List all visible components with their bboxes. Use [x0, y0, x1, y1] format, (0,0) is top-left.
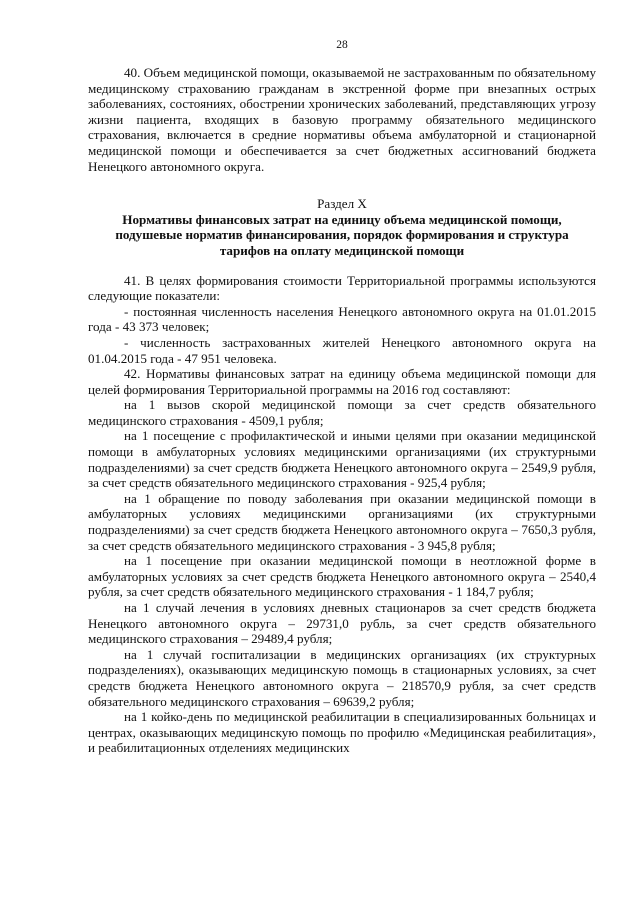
- norm-item-day-hospital: на 1 случай лечения в условиях дневных стационаров за счет средств бюджета Ненецкого автономного округа – 29731,0 рубль, за счет средств обязательного медицинского страхования – 29489,4 рубля;: [88, 600, 596, 647]
- norm-item-disease-visit: на 1 обращение по поводу заболевания при оказании медицинской помощи в амбулаторных условиях медицинскими организациями (их структурными подразделениями) за счет средств бюджета Ненецкого автономного округа – 7650,3 рубля, за счет средств обязательного медицинского страхования - 3 945,8 рубля;: [88, 490, 596, 553]
- norm-item-hospitalization: на 1 случай госпитализации в медицинских организациях (их структурных подразделениях), оказывающих медицинскую помощь в стационарных условиях, за счет средств бюджета Ненецкого автономного округа – 218570,9 рубля, за счет средств обязательного медицинского страхования – 69639,2 рубля;: [88, 646, 596, 709]
- norm-item-ambulance: на 1 вызов скорой медицинской помощи за счет средств обязательного медицинского страхования - 4509,1 рубля;: [88, 397, 596, 428]
- paragraph-41: 41. В целях формирования стоимости Территориальной программы используются следующие показатели:: [88, 272, 596, 304]
- spacer: [88, 259, 596, 273]
- insured-item: - численность застрахованных жителей Ненецкого автономного округа на 01.04.2015 года - 47 951 человека.: [88, 334, 596, 366]
- population-item: - постоянная численность населения Ненецкого автономного округа на 01.01.2015 года - 43 373 человек;: [88, 303, 596, 335]
- spacer: [88, 174, 596, 196]
- document-page: [88, 0, 596, 905]
- norm-item-urgent-visit: на 1 посещение при оказании медицинской помощи в неотложной форме в амбулаторных условиях за счет средств бюджета Ненецкого автономного округа – 2540,4 рубля, за счет средств обязательного медицинского страхования - 1 184,7 рубля;: [88, 553, 596, 600]
- norm-item-rehabilitation: на 1 койко-день по медицинской реабилитации в специализированных больницах и центрах, оказывающих медицинскую помощь по профилю «Медицинская реабилитация», и реабилитационных отделениях медицинских: [88, 709, 596, 756]
- norm-item-prophylactic-visit: на 1 посещение с профилактической и иными целями при оказании медицинской помощи в амбулаторных условиях медицинскими организациями (их структурными подразделениями) за счет средств бюджета Ненецкого автономного округа – 2549,9 рубля, за счет средств обязательного медицинского страхования - 925,4 рубля;: [88, 428, 596, 491]
- paragraph-42: 42. Нормативы финансовых затрат на единицу объема медицинской помощи для целей формирования Территориальной программы на 2016 год составляют:: [88, 366, 596, 397]
- section-title: Нормативы финансовых затрат на единицу объема медицинской помощи, подушевые норматив финансирования, порядок формирования и структура тарифов на оплату медицинской помощи: [115, 211, 569, 258]
- section-label: Раздел X: [317, 196, 367, 212]
- page-content: [88, 65, 596, 756]
- paragraph-40: 40. Объем медицинской помощи, оказываемой не застрахованным по обязательному медицинскому страхованию гражданам в экстренной форме при внезапных острых заболеваниях, состояниях, обострении хронических заболеваний, представляющих угрозу жизни пациента, входящих в базовую программу обязательного медицинского страхования, включается в средние нормативы объема амбулаторной и стационарной медицинской помощи и обеспечивается за счет бюджетных ассигнований бюджета Ненецкого автономного округа.: [88, 65, 597, 174]
- page-number: 28: [336, 39, 348, 51]
